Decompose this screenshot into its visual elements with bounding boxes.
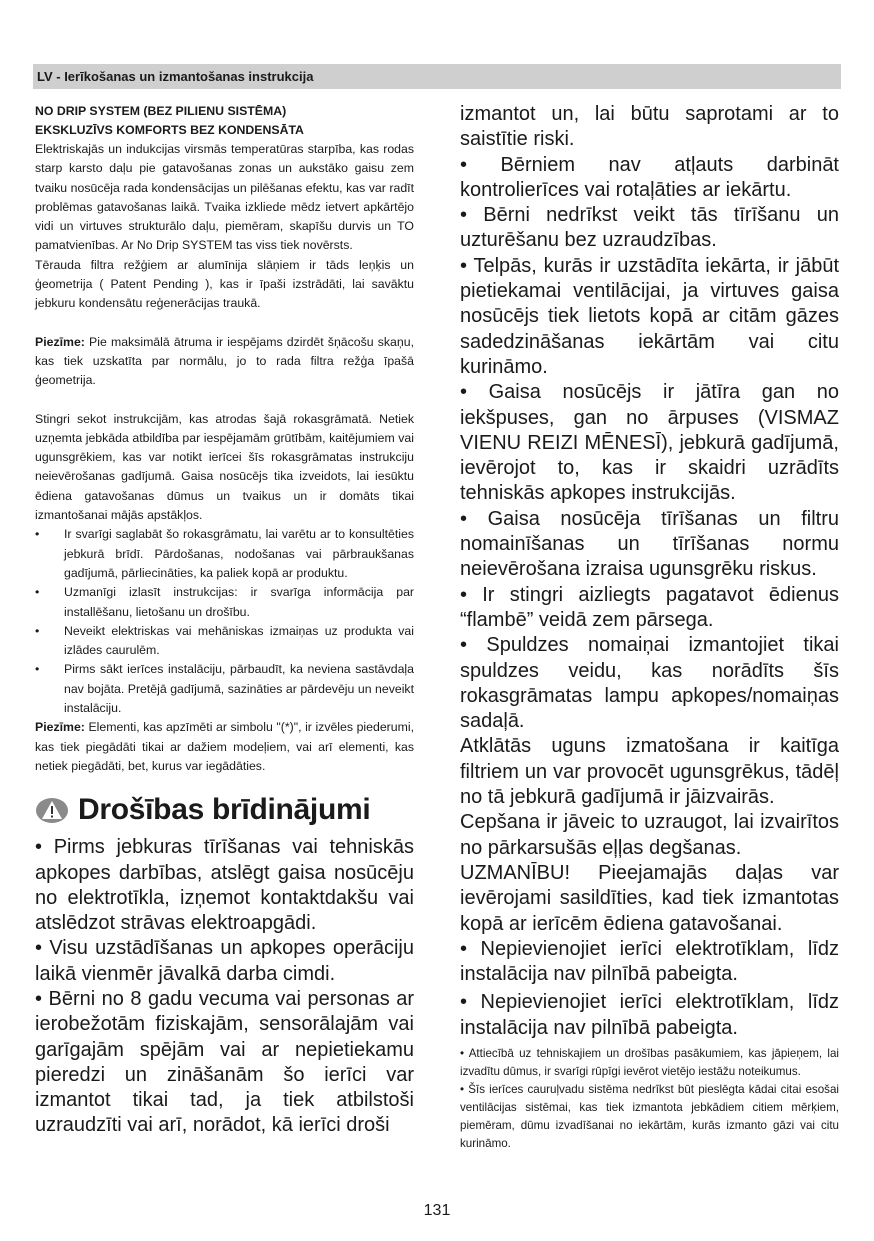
safety-warnings-heading: [35, 793, 414, 827]
warning-item: • Gaisa nosūcējs ir jātīra gan no iekšpuses, gan no ārpuses (VISMAZ VIENU REIZI MĒNESĪ), jebkurā gadījumā, ievērojot to, kas ir skaidri uzrādīts tehniskās apkopes instrukcijās.: [460, 381, 839, 505]
note-label: Piezīme:: [35, 334, 85, 349]
warning-item-repeat: • Nepievienojiet ierīci elektrotīklam, līdz instalācija nav pilnībā pabeigta.: [460, 991, 839, 1039]
warning-item: Atklātās uguns izmatošana ir kaitīga filtriem un var provocēt ugunsgrēkus, tādēļ no tā jebkurā gadījumā ir jāizvairās.: [460, 735, 839, 809]
right-column: [460, 102, 839, 1153]
list-item: • Ir svarīgi saglabāt šo rokasgrāmatu, lai varētu ar to konsultēties jebkurā brīdī. Pārdošanas, nodošanas vai pārbraukšanas gadījumā, pārliecināties, ka paliek kopā ar produktu.: [35, 525, 414, 583]
note-text: Elementi, kas apzīmēti ar simbolu "(*)", ir izvēles piederumi, kas tiek piegādāti tikai ar dažiem modeļiem, vai arī elementi, kas netiek piegādāti, bet, kurus var iegādāties.: [35, 720, 414, 773]
fine-print-local-rules: • Attiecībā uz tehniskajiem un drošības pasākumiem, kas jāpieņem, lai izvadītu dūmus, ir svarīgi rūpīgi ievērot vietējo iestāžu noteikumus.: [460, 1046, 839, 1078]
paragraph-condensation: Elektriskajās un indukcijas virsmās temperatūras starpība, kas rodas starp karsto daļu pie gatavošanas zonas un aukstāko gaisu zem tvaiku nosūcēja rada kondensācijas un pilēšanas efektu, kas var radīt problēmas gatavošanas laikā. Tvaika izkliede mēdz ietvert apkārtējo vidi un virtuves strukturālo daļu, piemēram, skapīšu durvis un TO pamatvienības. Ar No Drip SYSTEM tas viss tiek novērsts.: [35, 142, 414, 253]
left-column: [35, 102, 414, 1139]
warning-disconnect: • Pirms jebkuras tīrīšanas vai tehniskās apkopes darbības, atslēgt gaisa nosūcēju no elektrotīkla, izņemot kontaktdakšu vai atslēdzot strāvas elektroapgādi.: [35, 836, 414, 935]
section-header-title: LV - Ierīkošanas un izmantošanas instrukcija: [37, 69, 314, 84]
note-label: Piezīme:: [35, 720, 85, 735]
note-optional: [35, 718, 414, 776]
note-noise: [35, 333, 414, 391]
warning-item: • Telpās, kurās ir uzstādīta iekārta, ir jābūt pietiekamai ventilācijai, ja virtuves gaisa nosūcējs tiek lietots kopā ar citām gāzes sadedzināšanas iekārtām vai citu kurināmo.: [460, 254, 839, 378]
list-item: • Uzmanīgi izlasīt instrukcijas: ir svarīga informācija par installēšanu, lietošanu un drošību.: [35, 583, 414, 622]
warning-item: • Spuldzes nomaiņai izmantojiet tikai spuldzes veidu, kas norādīts šīs rokasgrāmatas lampu apkopes/nomaiņas sadaļā.: [460, 634, 839, 733]
page-number: 131: [423, 1202, 451, 1219]
safety-warnings-title: Drošības brīdinājumi: [78, 793, 371, 827]
paragraph-instructions: Stingri sekot instrukcijām, kas atrodas šajā rokasgrāmatā. Netiek uzņemta jebkāda atbildība par iespējamām grūtībām, kaitējumiem vai ugunsgrēkiem, kas var notikt ierīcei šīs rokasgrāmatas instrukciju neievērošanas gadījumā. Gaisa nosūcējs tika izveidots, lai iesūktu ēdiena gatavošanas dūmus un tvaikus un ir domāts tikai izmantošanai mājās apstākļos.: [35, 411, 414, 523]
warning-item: • Gaisa nosūcēja tīrīšanas un filtru nomainīšanas un tīrīšanas normu neievērošana izraisa ugunsgrēku riskus.: [460, 507, 839, 581]
heading-no-drip: NO DRIP SYSTEM (BEZ PILIENU SISTĒMA): [35, 104, 287, 118]
section-header-bar: [33, 64, 841, 89]
heading-comfort: EKSKLUZĪVS KOMFORTS BEZ KONDENSĀTA: [35, 123, 304, 137]
warning-item: Cepšana ir jāveic to uzraugot, lai izvairītos no pārkarsušās eļļas degšanas.: [460, 811, 839, 859]
paragraph-filter: Tērauda filtra režģiem ar alumīnija slāņiem ir tāds leņķis un ģeometrija ( Patent Pending ), kas ir īpaši izstrādāti, lai savāktu jebkuru kondensātu reģenerācijas traukā.: [35, 257, 414, 311]
warning-item: izmantot un, lai būtu saprotami ar to saistītie riski.: [460, 103, 839, 151]
warning-item: UZMANĪBU! Pieejamajās daļas var ievērojami sasildīties, kad tiek izmantotas kopā ar ierīcēm ēdiena gatavošanai.: [460, 861, 839, 935]
list-item: • Neveikt elektriskas vai mehāniskas izmaiņas uz produkta vai izlādes caurulēm.: [35, 622, 414, 661]
warning-item: • Ir stingri aizliegts pagatavot ēdienus “flambē” veidā zem pārsega.: [460, 583, 839, 631]
fine-print-ducting: • Šīs ierīces cauruļvadu sistēma nedrīkst būt pieslēgta kādai citai esošai ventilācijas sistēmai, kas tiek izmantota jebkādiem citiem mērķiem, piemēram, dūmu izvadīšanai no iekārtām, kurās izmanto gāzi vai citu kurināmo.: [460, 1082, 839, 1150]
warning-icon: [35, 797, 69, 824]
warning-item: • Bērni nedrīkst veikt tās tīrīšanu un uzturēšanu bez uzraudzības.: [460, 204, 839, 252]
warning-item: • Nepievienojiet ierīci elektrotīklam, līdz instalācija nav pilnībā pabeigta.: [460, 937, 839, 986]
warning-gloves: • Visu uzstādīšanas un apkopes operāciju laikā vienmēr jāvalkā darba cimdi.: [35, 937, 414, 985]
warning-item: • Bērniem nav atļauts darbināt kontrolierīces vai rotaļāties ar iekārtu.: [460, 153, 839, 201]
warning-children: • Bērni no 8 gadu vecuma vai personas ar ierobežotām fiziskajām, sensorālajām vai garīgajām spējām vai ar nepietiekamu pieredzi un zināšanām šo ierīci var izmantot tikai tad, ja tiek atbilstoši uzraudzīti vai arī, norādot, kā ierīci droši: [35, 987, 414, 1137]
list-item: • Pirms sākt ierīces instalāciju, pārbaudīt, ka neviena sastāvdaļa nav bojāta. Pretējā gadījumā, sazināties ar pārdevēju un neveikt instalāciju.: [35, 660, 414, 718]
note-text: Pie maksimālā ātruma ir iespējams dzirdēt šņācošu skaņu, kas tiek uzskatīta par normālu, jo to rada filtra režģa īpašā ģeometrija.: [35, 334, 414, 388]
